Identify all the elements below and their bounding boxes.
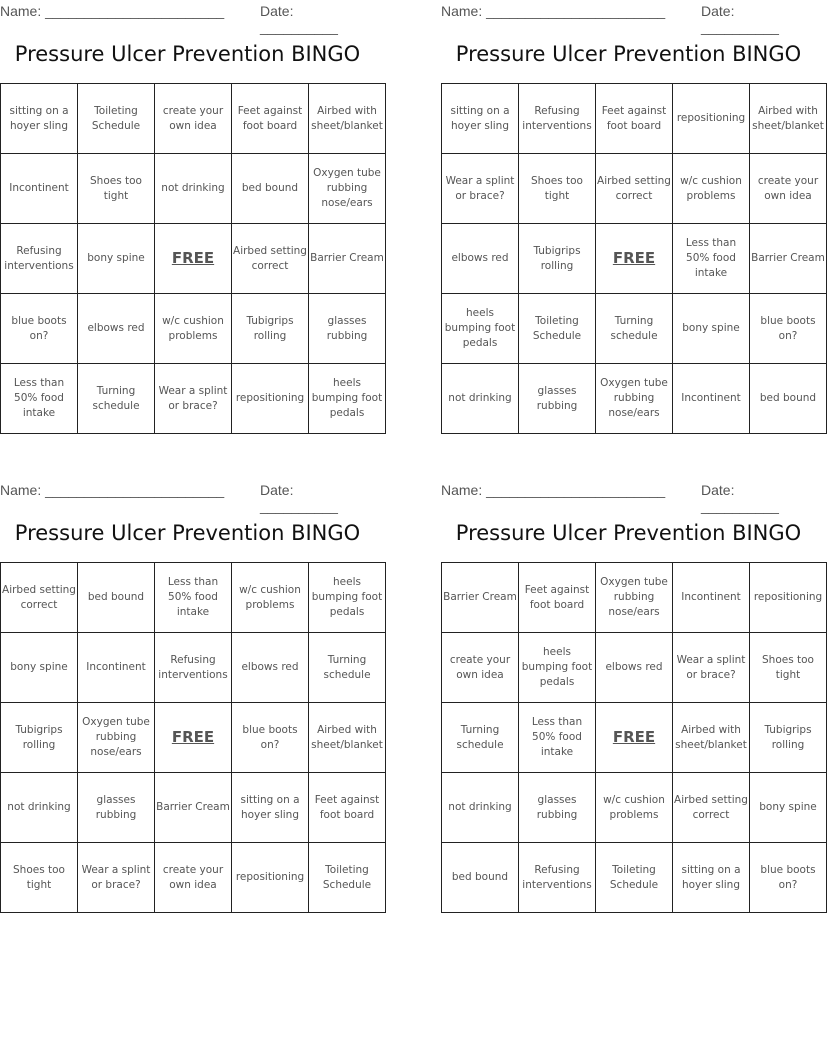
bingo-cell: Incontinent [78, 633, 155, 703]
bingo-cell: Wear a splint or brace? [78, 843, 155, 913]
grid-row [442, 364, 827, 434]
bingo-cell: Oxygen tube rubbing nose/ears [78, 703, 155, 773]
bingo-card-2 [441, 0, 825, 419]
bingo-cell: Toileting Schedule [78, 84, 155, 154]
grid-row [442, 633, 827, 703]
bingo-cell: Turning schedule [596, 294, 673, 364]
bingo-cell: Incontinent [1, 154, 78, 224]
bingo-cell: Shoes too tight [519, 154, 596, 224]
grid-row [1, 633, 386, 703]
bingo-cell: Airbed with sheet/blanket [750, 84, 827, 154]
bingo-cell: Less than 50% food intake [1, 364, 78, 434]
grid-row [1, 294, 386, 364]
grid-row [1, 84, 386, 154]
bingo-cell: Airbed setting correct [1, 563, 78, 633]
bingo-cell: Feet against foot board [232, 84, 309, 154]
bingo-cell: elbows red [442, 224, 519, 294]
bingo-cell: heels bumping foot pedals [442, 294, 519, 364]
bingo-cell: Barrier Cream [442, 563, 519, 633]
bingo-cell: Refusing interventions [519, 84, 596, 154]
bingo-cell: Wear a splint or brace? [442, 154, 519, 224]
bingo-cell: bony spine [1, 633, 78, 703]
bingo-grid [441, 83, 827, 434]
bingo-cell: create your own idea [155, 843, 232, 913]
bingo-cell: elbows red [78, 294, 155, 364]
card-title: Pressure Ulcer Prevention BINGO [14, 521, 361, 545]
bingo-cell: Less than 50% food intake [519, 703, 596, 773]
bingo-cell: sitting on a hoyer sling [1, 84, 78, 154]
header-lines [0, 0, 375, 35]
grid-row [442, 563, 827, 633]
grid-row [442, 84, 827, 154]
bingo-cell: create your own idea [155, 84, 232, 154]
bingo-cell: Incontinent [673, 563, 750, 633]
bingo-cell: heels bumping foot pedals [519, 633, 596, 703]
grid-row [1, 563, 386, 633]
bingo-cell: not drinking [442, 773, 519, 843]
bingo-cell: blue boots on? [232, 703, 309, 773]
grid-row [1, 843, 386, 913]
bingo-cell: create your own idea [750, 154, 827, 224]
bingo-cell: Feet against foot board [309, 773, 386, 843]
bingo-cell: glasses rubbing [519, 364, 596, 434]
bingo-cell: bony spine [750, 773, 827, 843]
bingo-cell: Shoes too tight [750, 633, 827, 703]
bingo-cell: Toileting Schedule [309, 843, 386, 913]
bingo-cell: sitting on a hoyer sling [673, 843, 750, 913]
bingo-grid [0, 562, 386, 913]
bingo-cell: Oxygen tube rubbing nose/ears [596, 563, 673, 633]
bingo-cell: repositioning [232, 843, 309, 913]
bingo-cell: Feet against foot board [596, 84, 673, 154]
bingo-cell: repositioning [750, 563, 827, 633]
grid-row [442, 843, 827, 913]
bingo-cell: bed bound [232, 154, 309, 224]
bingo-cell: Barrier Cream [309, 224, 386, 294]
bingo-cell: blue boots on? [1, 294, 78, 364]
bingo-cell: repositioning [232, 364, 309, 434]
date-line: Date: __________ [260, 3, 338, 35]
bingo-cell: Barrier Cream [750, 224, 827, 294]
grid-row [442, 703, 827, 773]
bingo-cell: repositioning [673, 84, 750, 154]
bingo-cell: Airbed setting correct [232, 224, 309, 294]
bingo-cell: Wear a splint or brace? [673, 633, 750, 703]
grid-row [1, 703, 386, 773]
bingo-cell: create your own idea [442, 633, 519, 703]
bingo-cell: not drinking [155, 154, 232, 224]
bingo-cell: w/c cushion problems [673, 154, 750, 224]
bingo-cell: Airbed with sheet/blanket [673, 703, 750, 773]
bingo-cell: Refusing interventions [1, 224, 78, 294]
bingo-cell: heels bumping foot pedals [309, 364, 386, 434]
bingo-cell: Tubigrips rolling [519, 224, 596, 294]
free-space: FREE [155, 224, 232, 294]
bingo-cell: Tubigrips rolling [750, 703, 827, 773]
bingo-cell: bed bound [442, 843, 519, 913]
bingo-cell: Airbed setting correct [596, 154, 673, 224]
bingo-cell: Tubigrips rolling [232, 294, 309, 364]
header-lines [0, 479, 375, 514]
bingo-cell: blue boots on? [750, 294, 827, 364]
bingo-cell: bed bound [78, 563, 155, 633]
bingo-grid [441, 562, 827, 913]
bingo-cell: glasses rubbing [78, 773, 155, 843]
bingo-cell: Toileting Schedule [519, 294, 596, 364]
free-space: FREE [155, 703, 232, 773]
bingo-cell: heels bumping foot pedals [309, 563, 386, 633]
date-line: Date: __________ [701, 482, 779, 514]
bingo-cell: Oxygen tube rubbing nose/ears [309, 154, 386, 224]
date-line: Date: __________ [260, 482, 338, 514]
bingo-cell: bed bound [750, 364, 827, 434]
bingo-cell: Airbed with sheet/blanket [309, 84, 386, 154]
card-title: Pressure Ulcer Prevention BINGO [14, 42, 361, 66]
bingo-card-1 [0, 0, 384, 419]
grid-row [1, 364, 386, 434]
bingo-cell: not drinking [1, 773, 78, 843]
bingo-cell: elbows red [232, 633, 309, 703]
bingo-cell: bony spine [673, 294, 750, 364]
bingo-cell: w/c cushion problems [155, 294, 232, 364]
grid-row [442, 294, 827, 364]
bingo-cell: Toileting Schedule [596, 843, 673, 913]
bingo-cell: sitting on a hoyer sling [232, 773, 309, 843]
free-space: FREE [596, 703, 673, 773]
bingo-cell: Shoes too tight [78, 154, 155, 224]
bingo-cell: Airbed setting correct [673, 773, 750, 843]
bingo-card-3 [0, 479, 383, 891]
bingo-cell: Less than 50% food intake [155, 563, 232, 633]
card-title: Pressure Ulcer Prevention BINGO [455, 521, 802, 545]
grid-row [442, 154, 827, 224]
header-lines [441, 479, 816, 514]
bingo-cell: Tubigrips rolling [1, 703, 78, 773]
bingo-cell: Turning schedule [78, 364, 155, 434]
bingo-cell: Wear a splint or brace? [155, 364, 232, 434]
bingo-cell: elbows red [596, 633, 673, 703]
bingo-cell: glasses rubbing [309, 294, 386, 364]
bingo-cell: Refusing interventions [155, 633, 232, 703]
header-lines [441, 0, 816, 35]
bingo-cell: Turning schedule [309, 633, 386, 703]
bingo-cell: Oxygen tube rubbing nose/ears [596, 364, 673, 434]
bingo-cell: Turning schedule [442, 703, 519, 773]
bingo-cell: sitting on a hoyer sling [442, 84, 519, 154]
bingo-cell: glasses rubbing [519, 773, 596, 843]
bingo-cell: w/c cushion problems [232, 563, 309, 633]
bingo-cell: Shoes too tight [1, 843, 78, 913]
bingo-cell: Airbed with sheet/blanket [309, 703, 386, 773]
free-space: FREE [596, 224, 673, 294]
bingo-cell: blue boots on? [750, 843, 827, 913]
grid-row [1, 773, 386, 843]
bingo-cell: Barrier Cream [155, 773, 232, 843]
grid-row [442, 224, 827, 294]
bingo-cell: Feet against foot board [519, 563, 596, 633]
bingo-cell: not drinking [442, 364, 519, 434]
bingo-cell: Less than 50% food intake [673, 224, 750, 294]
name-line: Name: _______________________ [0, 3, 225, 19]
grid-row [442, 773, 827, 843]
name-line: Name: _______________________ [441, 3, 666, 19]
bingo-cell: Incontinent [673, 364, 750, 434]
grid-row [1, 154, 386, 224]
bingo-cell: bony spine [78, 224, 155, 294]
bingo-cell: w/c cushion problems [596, 773, 673, 843]
name-line: Name: _______________________ [0, 482, 225, 498]
card-title: Pressure Ulcer Prevention BINGO [455, 42, 802, 66]
date-line: Date: __________ [701, 3, 779, 35]
name-line: Name: _______________________ [441, 482, 666, 498]
bingo-cell: Refusing interventions [519, 843, 596, 913]
bingo-card-4 [441, 479, 823, 891]
grid-row [1, 224, 386, 294]
bingo-grid [0, 83, 386, 434]
